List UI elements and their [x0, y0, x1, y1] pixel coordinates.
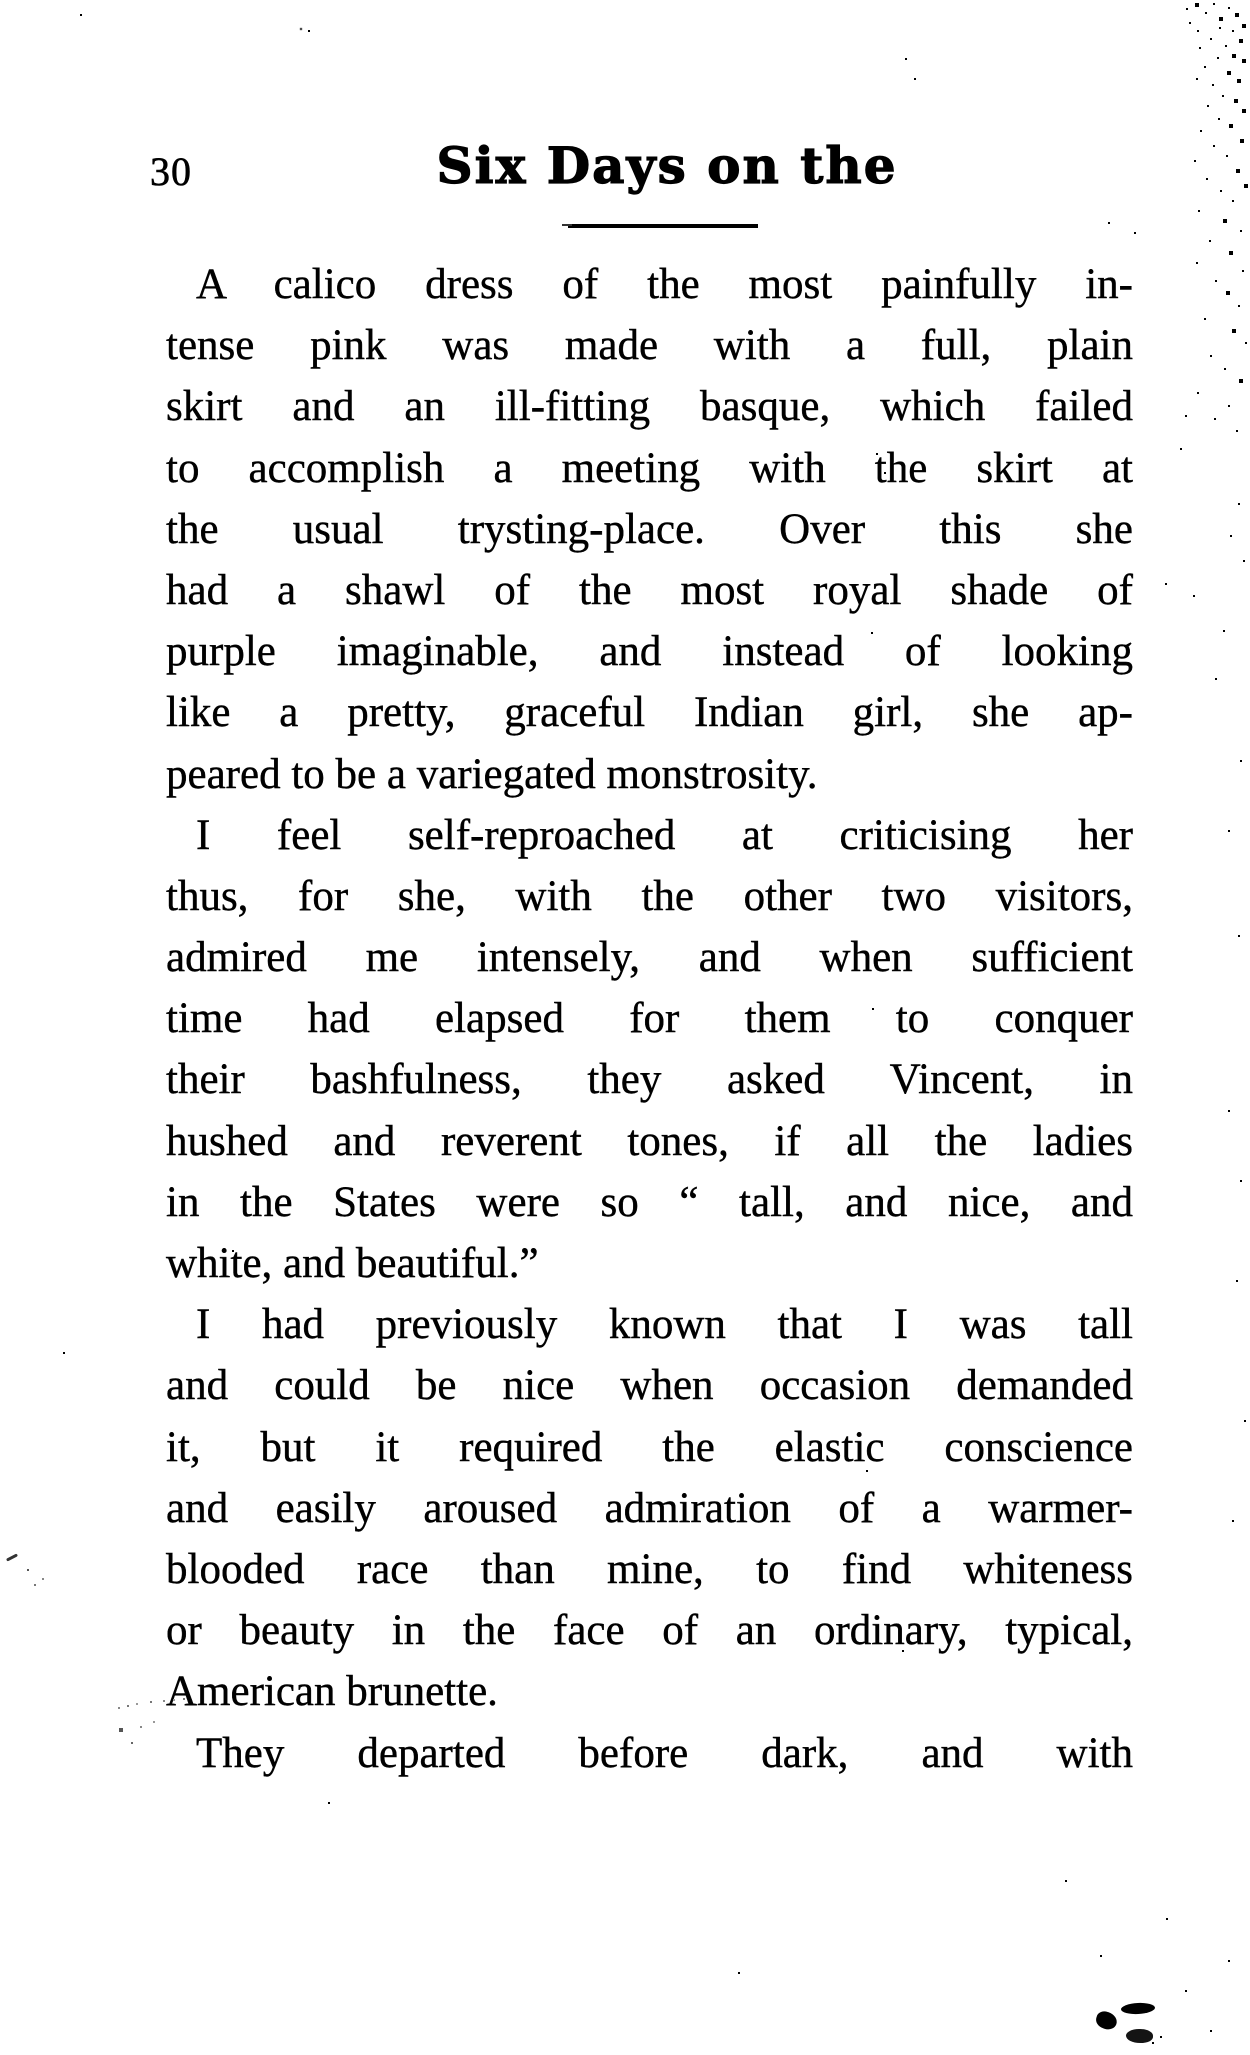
- page-number: 30: [150, 149, 192, 194]
- text-line: peared to be a variegated monstrosity.: [166, 750, 818, 798]
- pencil-margin-marks: [0, 0, 2, 2]
- ink-blob: [1121, 2002, 1156, 2015]
- text-line: or beauty in the face of an ordinary, typical,: [166, 1607, 1133, 1655]
- text-line: like a pretty, graceful Indian girl, she ap-: [166, 689, 1133, 737]
- ink-blob: [1094, 2009, 1119, 2032]
- running-title: Six Days on the: [436, 136, 898, 195]
- text-line: They departed before dark, and with: [196, 1729, 1133, 1777]
- pencil-tick-mark: [6, 1553, 18, 1561]
- text-line: thus, for she, with the other two visitors,: [166, 872, 1133, 920]
- text-line: blooded race than mine, to find whiteness: [166, 1545, 1133, 1593]
- text-line: skirt and an ill-fitting basque, which failed: [166, 383, 1133, 431]
- body-text: [166, 254, 1133, 1784]
- header-rule: [568, 224, 758, 228]
- text-line: white, and beautiful.”: [166, 1240, 539, 1287]
- text-line: tense pink was made with a full, plain: [166, 322, 1133, 370]
- text-line: American brunette.: [166, 1668, 498, 1716]
- text-line: to accomplish a meeting with the skirt at: [166, 444, 1133, 492]
- text-line: had a shawl of the most royal shade of: [166, 566, 1133, 614]
- text-line: I had previously known that I was tall: [196, 1301, 1133, 1349]
- text-line: the usual trysting-place. Over this she: [166, 505, 1133, 553]
- text-line: and could be nice when occasion demanded: [166, 1362, 1133, 1410]
- ink-blob: [1126, 2029, 1153, 2043]
- text-line: hushed and reverent tones, if all the ladies: [166, 1117, 1133, 1165]
- text-line: purple imaginable, and instead of looking: [166, 628, 1133, 676]
- text-line: A calico dress of the most painfully in-: [196, 261, 1133, 308]
- text-line: and easily aroused admiration of a warmer-: [166, 1484, 1133, 1532]
- text-line: admired me intensely, and when sufficient: [166, 934, 1133, 982]
- text-line: time had elapsed for them to conquer: [166, 995, 1133, 1043]
- text-line: I feel self-reproached at criticising her: [196, 811, 1133, 859]
- text-line: in the States were so “ tall, and nice, and: [166, 1178, 1133, 1226]
- text-line: it, but it required the elastic conscience: [166, 1423, 1133, 1471]
- text-line: their bashfulness, they asked Vincent, in: [166, 1056, 1133, 1104]
